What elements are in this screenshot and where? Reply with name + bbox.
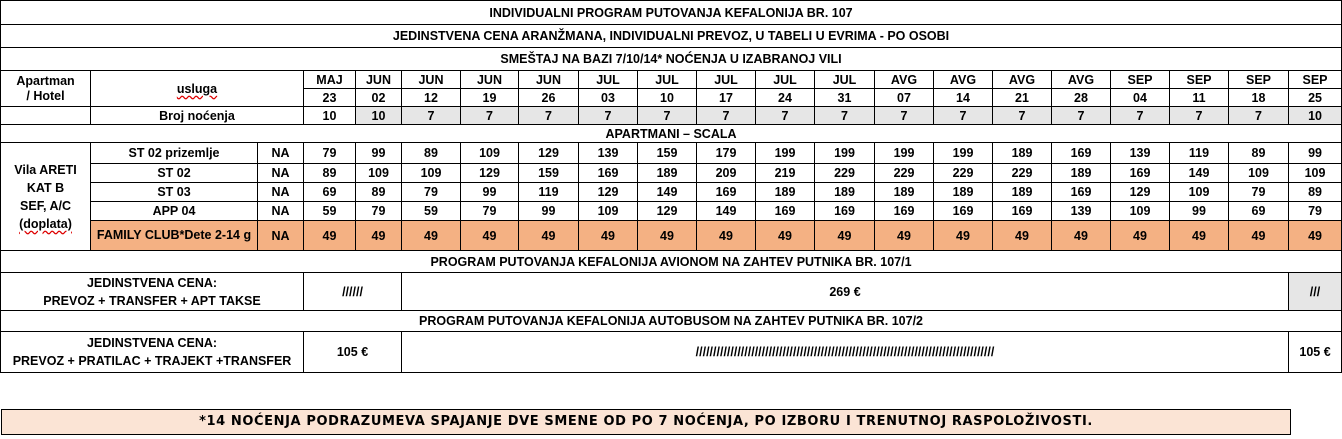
price-cell: 189 <box>638 164 697 183</box>
header-month-14: SEP <box>1111 71 1170 89</box>
price-cell: 59 <box>402 202 461 221</box>
price-cell: 59 <box>304 202 356 221</box>
price-cell: 199 <box>875 143 934 164</box>
room-name-3: APP 04 <box>91 202 258 221</box>
header-month-7: JUL <box>697 71 756 89</box>
price-cell: 199 <box>815 143 875 164</box>
header-day-15: 11 <box>1170 89 1229 107</box>
price-cell: 129 <box>519 143 579 164</box>
header-month-1: JUN <box>356 71 402 89</box>
villa-cell <box>1 143 91 251</box>
price-cell: 129 <box>461 164 519 183</box>
price-cell: 89 <box>304 164 356 183</box>
price-cell: 169 <box>1052 143 1111 164</box>
header-apartment-line1: Apartman <box>16 73 75 88</box>
nights-value-17: 10 <box>1289 107 1342 125</box>
price-cell: 169 <box>993 202 1052 221</box>
price-cell: 139 <box>1111 143 1170 164</box>
price-cell: 49 <box>875 221 934 251</box>
header-day-7: 17 <box>697 89 756 107</box>
price-cell: 89 <box>1289 183 1342 202</box>
plane-label-line1: JEDINSTVENA CENA: <box>86 275 218 290</box>
price-cell: 169 <box>875 202 934 221</box>
price-cell: 189 <box>993 183 1052 202</box>
plane-price: 269 € <box>402 273 1289 311</box>
nights-value-16: 7 <box>1229 107 1289 125</box>
price-cell: 209 <box>697 164 756 183</box>
price-cell: 119 <box>519 183 579 202</box>
price-cell: 109 <box>579 202 638 221</box>
nights-value-12: 7 <box>993 107 1052 125</box>
header-day-0: 23 <box>304 89 356 107</box>
price-cell: 199 <box>934 143 993 164</box>
header-day-3: 19 <box>461 89 519 107</box>
price-cell: 109 <box>402 164 461 183</box>
header-service-label: usluga <box>176 81 218 96</box>
price-cell: 129 <box>1111 183 1170 202</box>
title-accommodation: SMEŠTAJ NA BAZI 7/10/14* NOĆENJA U IZABRANOJ VILI <box>1 48 1342 71</box>
bus-price-left: 105 € <box>304 332 402 373</box>
header-day-4: 26 <box>519 89 579 107</box>
header-day-10: 07 <box>875 89 934 107</box>
section-plane-program: PROGRAM PUTOVANJA KEFALONIJA AVIONOM NA ZAHTEV PUTNIKA BR. 107/1 <box>1 251 1342 273</box>
header-day-6: 10 <box>638 89 697 107</box>
nights-value-3: 7 <box>461 107 519 125</box>
bus-label-line1: JEDINSTVENA CENA: <box>86 336 218 350</box>
nights-spacer <box>1 107 91 125</box>
header-day-5: 03 <box>579 89 638 107</box>
price-cell: 69 <box>1229 202 1289 221</box>
price-cell: 49 <box>519 221 579 251</box>
header-day-14: 04 <box>1111 89 1170 107</box>
price-cell: 99 <box>461 183 519 202</box>
room-service-1: NA <box>258 164 304 183</box>
price-cell: 49 <box>579 221 638 251</box>
bus-label-line2: PREVOZ + PRATILAC + TRAJEKT +TRANSFER <box>12 354 292 368</box>
bus-price-right: 105 € <box>1289 332 1342 373</box>
nights-value-9: 7 <box>815 107 875 125</box>
price-cell: 99 <box>519 202 579 221</box>
price-cell: 129 <box>579 183 638 202</box>
header-month-5: JUL <box>579 71 638 89</box>
room-name-2: ST 03 <box>91 183 258 202</box>
price-cell: 89 <box>356 183 402 202</box>
price-cell: 229 <box>815 164 875 183</box>
bus-slash-middle: ////////////////////////////////////////////////////////////////////////////////////// <box>402 332 1289 373</box>
villa-amenities: SEF, A/C <box>20 198 71 213</box>
header-month-12: AVG <box>993 71 1052 89</box>
price-cell: 109 <box>1111 202 1170 221</box>
price-cell: 79 <box>461 202 519 221</box>
header-month-0: MAJ <box>304 71 356 89</box>
nights-label: Broj noćenja <box>91 107 304 125</box>
price-cell: 149 <box>697 202 756 221</box>
price-cell: 179 <box>697 143 756 164</box>
price-cell: 199 <box>756 143 815 164</box>
plane-label-line2: PREVOZ + TRANSFER + APT TAKSE <box>43 293 261 308</box>
price-cell: 119 <box>1170 143 1229 164</box>
plane-price-label <box>1 273 304 311</box>
room-name-1: ST 02 <box>91 164 258 183</box>
villa-surcharge: (doplata) <box>19 216 72 231</box>
nights-value-8: 7 <box>756 107 815 125</box>
header-month-16: SEP <box>1229 71 1289 89</box>
header-day-8: 24 <box>756 89 815 107</box>
price-cell: 49 <box>1052 221 1111 251</box>
plane-slash-left: ////// <box>304 273 402 311</box>
header-month-9: JUL <box>815 71 875 89</box>
nights-value-4: 7 <box>519 107 579 125</box>
price-cell: 79 <box>1229 183 1289 202</box>
price-cell: 139 <box>579 143 638 164</box>
header-day-13: 28 <box>1052 89 1111 107</box>
price-cell: 149 <box>1170 164 1229 183</box>
price-cell: 49 <box>934 221 993 251</box>
nights-value-7: 7 <box>697 107 756 125</box>
price-cell: 79 <box>1289 202 1342 221</box>
price-cell: 169 <box>697 183 756 202</box>
price-cell: 169 <box>1111 164 1170 183</box>
price-cell: 49 <box>697 221 756 251</box>
price-cell: 49 <box>1289 221 1342 251</box>
nights-value-10: 7 <box>875 107 934 125</box>
header-day-11: 14 <box>934 89 993 107</box>
price-cell: 49 <box>356 221 402 251</box>
price-cell: 109 <box>1229 164 1289 183</box>
price-cell: 159 <box>638 143 697 164</box>
price-cell: 189 <box>875 183 934 202</box>
price-cell: 49 <box>304 221 356 251</box>
header-day-2: 12 <box>402 89 461 107</box>
bus-price-label <box>1 332 304 373</box>
nights-value-6: 7 <box>638 107 697 125</box>
price-cell: 169 <box>1052 183 1111 202</box>
price-cell: 169 <box>579 164 638 183</box>
price-cell: 189 <box>934 183 993 202</box>
price-cell: 49 <box>815 221 875 251</box>
price-cell: 49 <box>638 221 697 251</box>
nights-value-5: 7 <box>579 107 638 125</box>
price-cell: 189 <box>1052 164 1111 183</box>
section-apartments-scala: APARTMANI – SCALA <box>1 125 1342 143</box>
price-cell: 49 <box>402 221 461 251</box>
price-cell: 129 <box>638 202 697 221</box>
price-cell: 49 <box>993 221 1052 251</box>
price-cell: 89 <box>402 143 461 164</box>
nights-value-14: 7 <box>1111 107 1170 125</box>
price-cell: 49 <box>1111 221 1170 251</box>
price-cell: 109 <box>461 143 519 164</box>
price-cell: 189 <box>756 183 815 202</box>
price-cell: 109 <box>1170 183 1229 202</box>
villa-floor: KAT B <box>26 180 65 195</box>
header-month-13: AVG <box>1052 71 1111 89</box>
plane-slash-right: /// <box>1289 273 1342 311</box>
nights-value-15: 7 <box>1170 107 1229 125</box>
room-service-2: NA <box>258 183 304 202</box>
header-month-4: JUN <box>519 71 579 89</box>
price-cell: 149 <box>638 183 697 202</box>
header-day-1: 02 <box>356 89 402 107</box>
title-price-info: JEDINSTVENA CENA ARANŽMANA, INDIVIDUALNI PREVOZ, U TABELI U EVRIMA - PO OSOBI <box>1 25 1342 48</box>
price-cell: 139 <box>1052 202 1111 221</box>
header-month-8: JUL <box>756 71 815 89</box>
price-cell: 69 <box>304 183 356 202</box>
room-name-0 <box>91 143 258 164</box>
header-day-17: 25 <box>1289 89 1342 107</box>
price-cell: 99 <box>356 143 402 164</box>
header-month-2: JUN <box>402 71 461 89</box>
villa-name: Vila ARETI <box>14 162 77 177</box>
price-cell: 49 <box>1229 221 1289 251</box>
price-cell: 49 <box>1170 221 1229 251</box>
nights-value-0: 10 <box>304 107 356 125</box>
nights-value-2: 7 <box>402 107 461 125</box>
price-cell: 109 <box>1289 164 1342 183</box>
price-cell: 79 <box>402 183 461 202</box>
header-apartment-line2: / Hotel <box>26 88 65 103</box>
price-cell: 49 <box>461 221 519 251</box>
nights-value-11: 7 <box>934 107 993 125</box>
header-service <box>91 71 304 107</box>
footer-note: *14 NOĆENJA PODRAZUMEVA SPAJANJE DVE SMENE OD PO 7 NOĆENJA, PO IZBORU I TRENUTNOJ RASPOLOŽIVOSTI. <box>1 409 1291 435</box>
price-cell: 189 <box>815 183 875 202</box>
section-bus-program: PROGRAM PUTOVANJA KEFALONIJA AUTOBUSOM NA ZAHTEV PUTNIKA BR. 107/2 <box>1 311 1342 332</box>
price-cell: 109 <box>356 164 402 183</box>
header-month-3: JUN <box>461 71 519 89</box>
room-service-0: NA <box>258 143 304 164</box>
price-cell: 229 <box>993 164 1052 183</box>
header-month-10: AVG <box>875 71 934 89</box>
price-cell: 99 <box>1289 143 1342 164</box>
header-month-6: JUL <box>638 71 697 89</box>
nights-value-1: 10 <box>356 107 402 125</box>
price-cell: 169 <box>934 202 993 221</box>
header-day-12: 21 <box>993 89 1052 107</box>
price-cell: 99 <box>1170 202 1229 221</box>
price-cell: 49 <box>756 221 815 251</box>
room-name-text-0: ST 02 prizemlje <box>128 146 220 160</box>
header-day-9: 31 <box>815 89 875 107</box>
price-cell: 229 <box>875 164 934 183</box>
room-name-4: FAMILY CLUB*Dete 2-14 g <box>91 221 258 251</box>
room-service-3: NA <box>258 202 304 221</box>
nights-value-13: 7 <box>1052 107 1111 125</box>
price-cell: 189 <box>993 143 1052 164</box>
price-cell: 169 <box>815 202 875 221</box>
price-cell: 79 <box>304 143 356 164</box>
header-month-17: SEP <box>1289 71 1342 89</box>
header-month-11: AVG <box>934 71 993 89</box>
header-month-15: SEP <box>1170 71 1229 89</box>
header-apartment-hotel <box>1 71 91 107</box>
price-cell: 159 <box>519 164 579 183</box>
price-cell: 79 <box>356 202 402 221</box>
room-service-4: NA <box>258 221 304 251</box>
price-cell: 229 <box>934 164 993 183</box>
price-cell: 89 <box>1229 143 1289 164</box>
header-day-16: 18 <box>1229 89 1289 107</box>
price-cell: 219 <box>756 164 815 183</box>
title-program: INDIVIDUALNI PROGRAM PUTOVANJA KEFALONIJA BR. 107 <box>1 1 1342 25</box>
price-cell: 169 <box>756 202 815 221</box>
